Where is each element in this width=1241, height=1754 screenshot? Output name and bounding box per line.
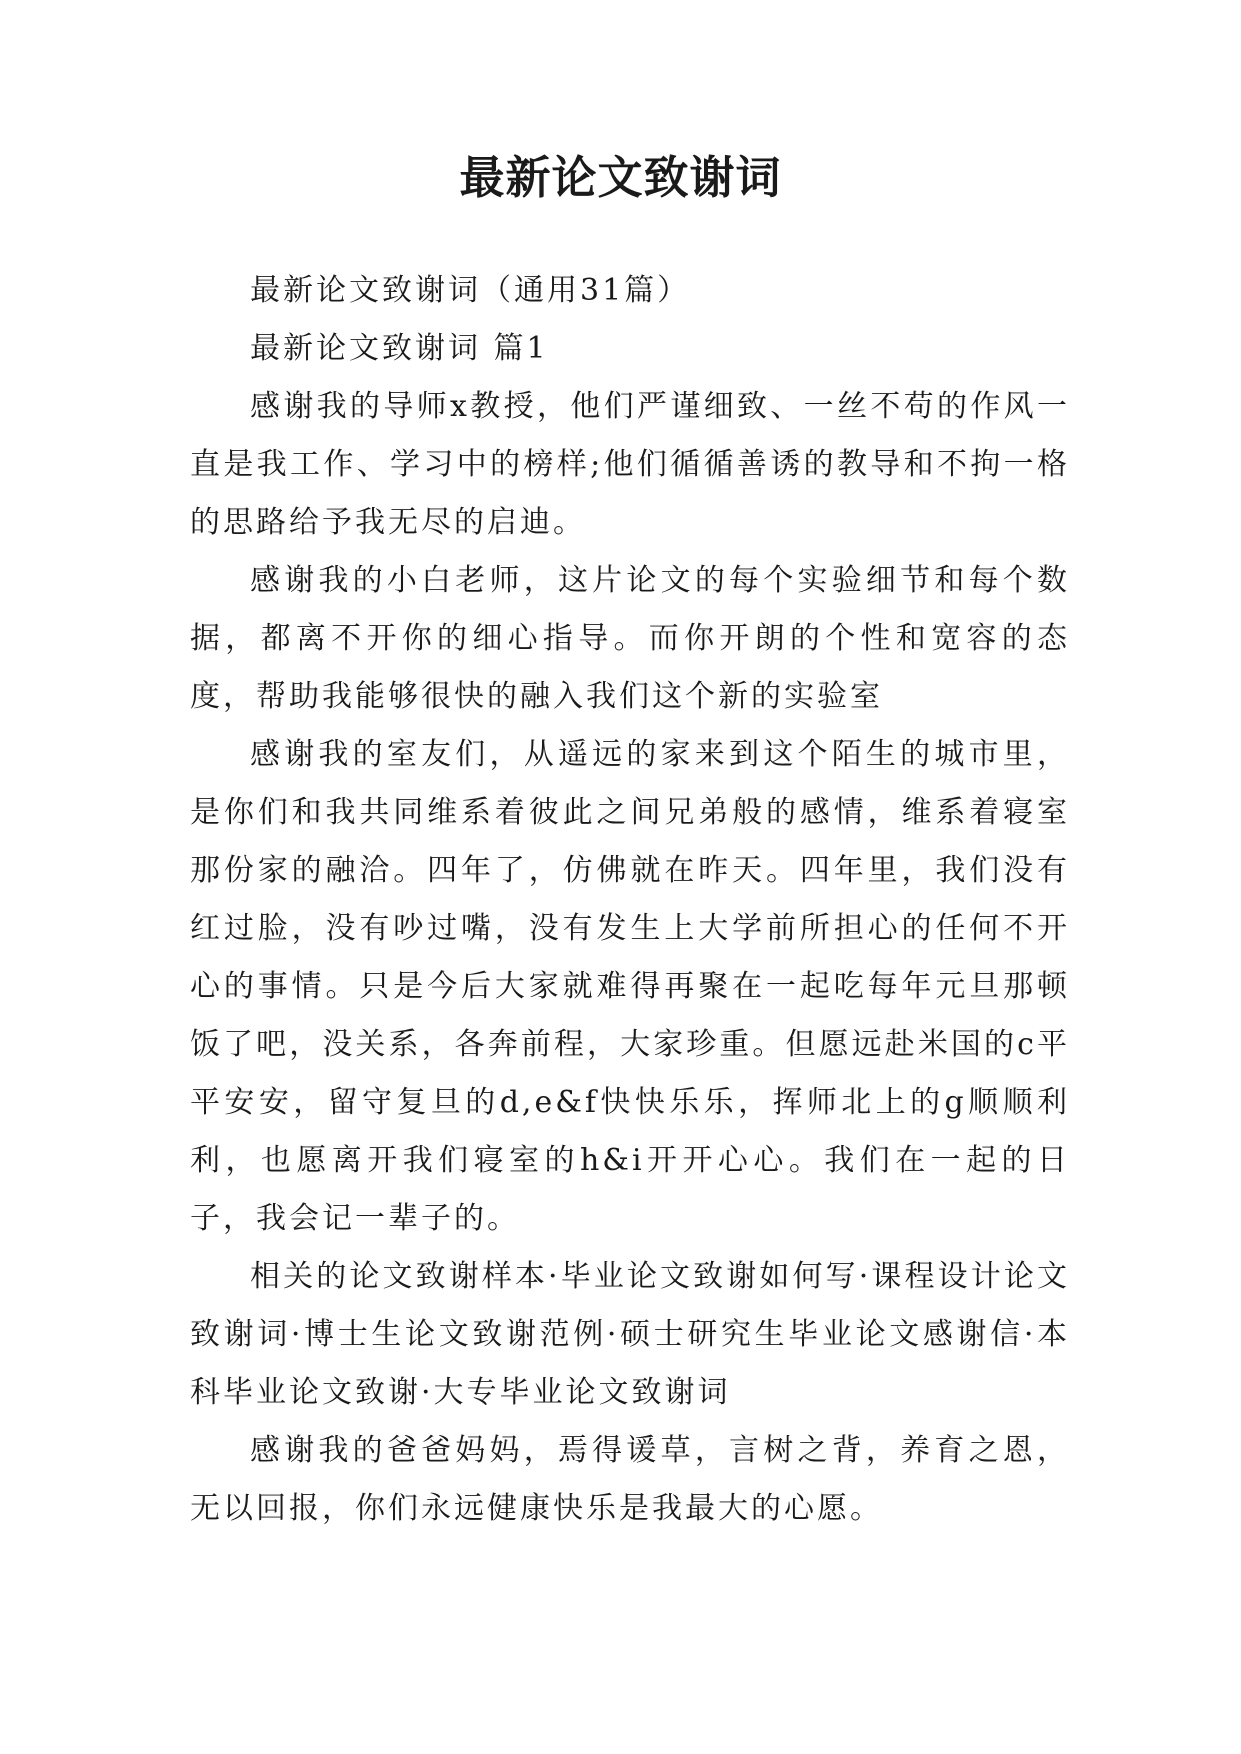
body-paragraph: 感谢我的爸爸妈妈，焉得谖草，言树之背，养育之恩，无以回报，你们永远健康快乐是我最大的心愿。 [190, 1433, 1070, 1526]
body-paragraph: 感谢我的导师x教授，他们严谨细致、一丝不苟的作风一直是我工作、学习中的榜样;他们循循善诱的教导和不拘一格的思路给予我无尽的启迪。 [190, 389, 1070, 540]
body-paragraph: 感谢我的室友们，从遥远的家来到这个陌生的城市里，是你们和我共同维系着彼此之间兄弟般的感情，维系着寝室那份家的融洽。四年了，仿佛就在昨天。四年里，我们没有红过脸，没有吵过嘴，没有发生上大学前所担心的任何不开心的事情。只是今后大家就难得再聚在一起吃每年元旦那顿饭了吧，没关系，各奔前程，大家珍重。但愿远赴米国的c平平安安，留守复旦的d,e&f快快乐乐，挥师北上的g顺顺利利，也愿离开我们寝室的h&i开开心心。我们在一起的日子，我会记一辈子的。 [190, 737, 1070, 1236]
subtitle-paragraph: 最新论文致谢词（通用31篇） [250, 273, 691, 308]
body-paragraph: 感谢我的小白老师，这片论文的每个实验细节和每个数据，都离不开你的细心指导。而你开朗的个性和宽容的态度，帮助我能够很快的融入我们这个新的实验室 [190, 563, 1070, 714]
document-title: 最新论文致谢词 [459, 151, 782, 204]
related-links-paragraph: 相关的论文致谢样本·毕业论文致谢如何写·课程设计论文致谢词·博士生论文致谢范例·硕士研究生毕业论文感谢信·本科毕业论文致谢·大专毕业论文致谢词 [190, 1259, 1070, 1410]
document-body [190, 262, 1070, 1538]
section-heading: 最新论文致谢词 篇1 [250, 331, 549, 366]
